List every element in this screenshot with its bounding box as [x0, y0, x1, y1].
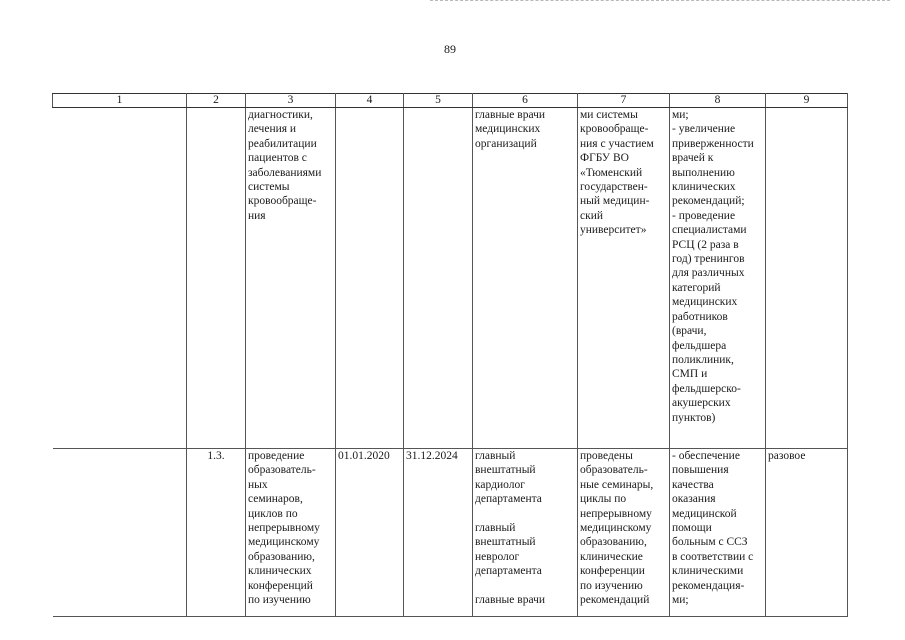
column-header-6: 6: [473, 94, 578, 108]
cell-measure: проведение образователь- ных семинаров, циклов по непрерывному медицинскому образованию, клинических конференций по изучению: [246, 449, 336, 617]
measures-table: [52, 93, 848, 617]
cell-frequency: [766, 108, 848, 449]
column-header-7: 7: [578, 94, 670, 108]
header-row: [53, 94, 848, 108]
cell-start-date: 01.01.2020: [336, 449, 404, 617]
column-header-4: 4: [336, 94, 404, 108]
table-row: [53, 449, 848, 617]
cell-result: ми системы кровообраще- ния с участием ФГБУ ВО «Тюменский государствен- ный медицин- ский университет»: [578, 108, 670, 449]
top-scan-rule: [430, 0, 890, 2]
cell-result: проведены образователь- ные семинары, циклы по непрерывному медицинскому образованию, клинические конференции по изучению рекомендаций: [578, 449, 670, 617]
page-number: 89: [444, 42, 456, 56]
cell-responsible: главные врачи медицинских организаций: [473, 108, 578, 449]
column-header-5: 5: [404, 94, 473, 108]
column-header-3: 3: [246, 94, 336, 108]
cell-section: [53, 108, 187, 449]
table-row: [53, 108, 848, 449]
cell-effect: ми; - увеличение приверженности врачей к выполнению клинических рекомендаций; - проведение специалистами РСЦ (2 раза в год) тренингов для различных категорий медицинских работников (врачи, фельдшера поликлиник, СМП и фельдшерско- акушерских пунктов): [670, 108, 766, 449]
column-header-9: 9: [766, 94, 848, 108]
cell-section: [53, 449, 187, 617]
cell-end-date: 31.12.2024: [404, 449, 473, 617]
cell-effect: - обеспечение повышения качества оказания медицинской помощи больным с ССЗ в соответствии с клиническими рекомендация- ми;: [670, 449, 766, 617]
cell-measure: диагностики, лечения и реабилитации пациентов с заболеваниями системы кровообраще- ния: [246, 108, 336, 449]
cell-responsible: главный внештатный кардиолог департамента главный внештатный невролог департамента главные врачи: [473, 449, 578, 617]
cell-end-date: [404, 108, 473, 449]
cell-item-number: 1.3.: [187, 449, 246, 617]
cell-item-number: [187, 108, 246, 449]
column-header-2: 2: [187, 94, 246, 108]
column-header-1: 1: [53, 94, 187, 108]
column-header-8: 8: [670, 94, 766, 108]
cell-frequency: разовое: [766, 449, 848, 617]
cell-start-date: [336, 108, 404, 449]
